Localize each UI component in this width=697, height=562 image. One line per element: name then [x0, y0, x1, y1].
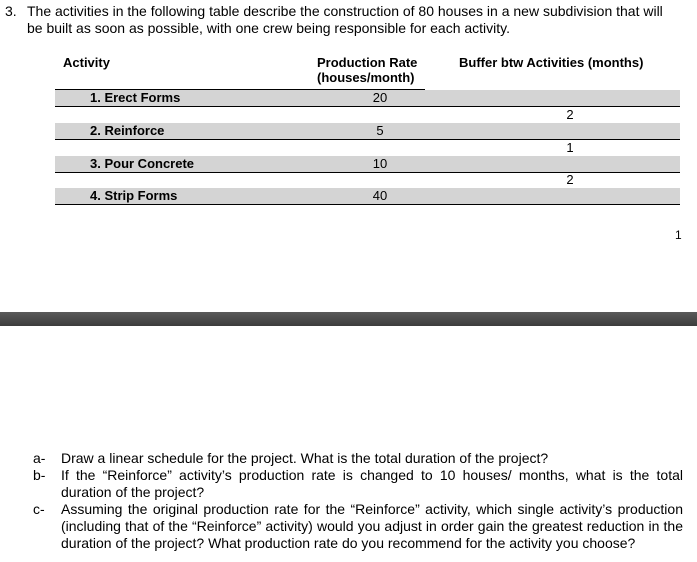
production-rate: 20: [372, 90, 388, 105]
subquestion-text: Assuming the original production rate for the “Reinforce” activity, which single activity’s production (including that of the “Reinforce” activity) would you adjust in order gain the greatest reduction in the duration of the project? What production rate do you recommend for the activity you choose?: [61, 501, 683, 551]
subquestion-list: [33, 450, 683, 552]
header-activity: Activity: [63, 55, 110, 70]
production-rate: 10: [372, 156, 388, 171]
subquestion-text: If the “Reinforce” activity’s production rate is changed to 10 houses/ months, what is the total duration of the project?: [61, 467, 683, 500]
question-text-line1: The activities in the following table describe the construction of 80 houses in a new subdivision that will: [27, 3, 663, 19]
activity-table: [55, 52, 680, 207]
subquestion-b: [33, 467, 683, 501]
row-divider: [55, 204, 680, 205]
production-rate: 40: [372, 188, 388, 203]
page-separator: [0, 312, 697, 326]
row-divider: [55, 106, 680, 107]
row-divider: [55, 139, 680, 140]
activity-name: 1. Erect Forms: [90, 90, 181, 105]
subquestion-c: [33, 501, 683, 552]
header-production-rate: [317, 55, 417, 85]
subquestion-a: [33, 450, 683, 467]
subquestion-text: Draw a linear schedule for the project. What is the total duration of the project?: [61, 450, 549, 466]
question-number: 3.: [5, 3, 17, 19]
production-rate: 5: [376, 123, 384, 138]
activity-name: 2. Reinforce: [90, 123, 165, 138]
subquestion-label: a-: [33, 450, 46, 466]
activity-name: 3. Pour Concrete: [90, 156, 195, 171]
subquestion-label: b-: [33, 467, 46, 483]
header-buffer: Buffer btw Activities (months): [459, 55, 644, 70]
page-number: 1: [675, 228, 682, 242]
row-divider: [55, 172, 680, 173]
header-rate-line1: Production Rate: [317, 55, 418, 70]
subquestion-label: c-: [33, 501, 45, 517]
question-text-line2: be built as soon as possible, with one crew being responsible for each activity.: [27, 20, 511, 36]
buffer-value: 1: [566, 140, 574, 155]
question-intro: [5, 3, 685, 37]
activity-name: 4. Strip Forms: [90, 188, 178, 203]
header-rate-line2: (houses/month): [317, 70, 415, 85]
buffer-value: 2: [566, 107, 574, 122]
buffer-value: 2: [566, 172, 574, 187]
